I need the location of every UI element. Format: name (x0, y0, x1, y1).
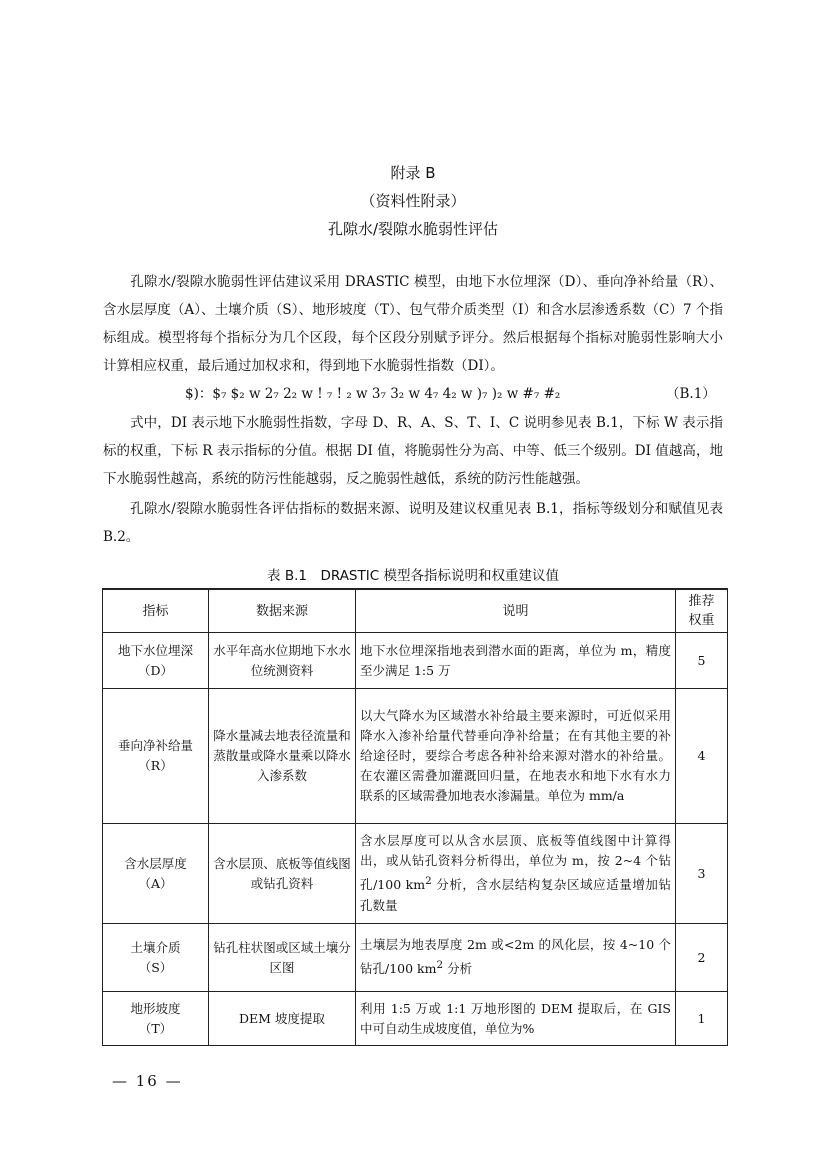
indicator-name: 地形坡度 (130, 1000, 181, 1016)
indicator-code: （S） (138, 959, 173, 975)
description-cell: 以大气降水为区域潜水补给最主要来源时，可近似采用降水入渗补给量代替垂向净补给量；在有其他主要的补给途径时，要综合考虑各种补给来源对潜水的补给量。在农灌区需叠加灌溉回归量，在地表水和地下水有水力联系的区域需叠加地表水渗漏量。单位为 mm/a (356, 689, 676, 824)
header-indicator: 指标 (103, 589, 209, 633)
formula-explanation-text: 式中，DI 表示地下水脆弱性指数，字母 D、R、A、S、T、I、C 说明参见表 B.1，下标 W 表示指标的权重，下标 R 表示指标的分值。根据 DI 值，将脆弱性分为高、中等、低三个级别。DI 值越高，地下水脆弱性越高，系统的防污性能越弱，反之脆弱性越低，系统的防污性能越强。 (103, 415, 723, 487)
header-description: 说明 (356, 589, 676, 633)
description-tail: 分析 (443, 961, 473, 977)
indicator-name: 地下水位埋深 (117, 642, 193, 658)
header-weight (676, 589, 728, 633)
drastic-table (102, 588, 728, 1046)
table-caption: 表 B.1 DRASTIC 模型各指标说明和权重建议值 (267, 568, 559, 584)
weight-cell: 3 (676, 824, 728, 924)
table-reference-paragraph (103, 495, 723, 551)
table-row (103, 633, 728, 689)
indicator-name: 土壤介质 (130, 939, 181, 955)
header-weight-line1: 推荐 (688, 594, 715, 609)
header-source: 数据来源 (209, 589, 356, 633)
intro-paragraph-text: 孔隙水/裂隙水脆弱性评估建议采用 DRASTIC 模型，由地下水位埋深（D）、垂向净补给量（R）、含水层厚度（A）、土壤介质（S）、地形坡度（T）、包气带介质类型（I）和含水层渗透系数（C）7 个指标组成。模型将每个指标分为几个区段，每个区段分别赋予评分。然后根据每个指标对脆弱性影响大小计算相应权重，最后通过加权求和，得到地下水脆弱性指数（DI）。 (103, 274, 723, 374)
source-cell: 含水层顶、底板等值线图或钻孔资料 (209, 824, 356, 924)
indicator-code: （A） (138, 875, 173, 891)
description-text: 土壤层为地表厚度 2m 或<2m 的风化层，按 4~10 个钻孔/100 km (360, 937, 671, 977)
weight-cell: 5 (676, 633, 728, 689)
formula-number: （B.1） (666, 386, 716, 402)
source-cell: 水平年高水位期地下水水位统测资料 (209, 633, 356, 689)
indicator-cell (103, 824, 209, 924)
table-row (103, 924, 728, 992)
formula: $)：$₇ $₂ w 2₇ 2₂ w ! ₇ ! ₂ w 3₇ 3₂ w 4₇ 4₂ w )₇ )₂ w #₇ #₂ (185, 386, 561, 402)
description-cell (356, 824, 676, 924)
appendix-main-title: 孔隙水/裂隙水脆弱性评估 (327, 220, 499, 238)
indicator-code: （T） (138, 1020, 173, 1036)
appendix-subtitle: （资料性附录） (360, 192, 466, 210)
indicator-code: （D） (137, 662, 174, 678)
superscript: 2 (436, 959, 444, 972)
indicator-cell (103, 992, 209, 1046)
table-row (103, 992, 728, 1046)
description-tail: 分析，含水层结构复杂区域应适量增加钻孔数量 (360, 877, 671, 913)
source-cell: 钻孔柱状图或区域土壤分区图 (209, 924, 356, 992)
appendix-title: 附录 B (390, 164, 436, 182)
page-number: — 16 — (112, 1072, 183, 1090)
description-cell: 利用 1:5 万或 1:1 万地形图的 DEM 提取后，在 GIS 中可自动生成坡度值，单位为% (356, 992, 676, 1046)
indicator-name: 垂向净补给量 (117, 738, 193, 753)
formula-explanation-paragraph (103, 409, 723, 493)
weight-cell: 4 (676, 689, 728, 824)
intro-paragraph (103, 268, 723, 380)
table-row (103, 824, 728, 924)
table-reference-text: 孔隙水/裂隙水脆弱性各评估指标的数据来源、说明及建议权重见表 B.1，指标等级划分和赋值见表 B.2。 (103, 501, 723, 545)
table-header-row (103, 589, 728, 633)
source-cell: DEM 坡度提取 (209, 992, 356, 1046)
indicator-name: 含水层厚度 (124, 855, 187, 871)
header-weight-line2: 权重 (688, 613, 715, 628)
description-cell (356, 924, 676, 992)
superscript: 2 (425, 875, 432, 888)
indicator-code: （R） (138, 758, 173, 773)
weight-cell: 1 (676, 992, 728, 1046)
weight-cell: 2 (676, 924, 728, 992)
description-cell: 地下水位埋深指地表到潜水面的距离，单位为 m，精度至少满足 1:5 万 (356, 633, 676, 689)
table-row (103, 689, 728, 824)
indicator-cell (103, 689, 209, 824)
indicator-cell (103, 924, 209, 992)
source-cell: 降水量减去地表径流量和蒸散量或降水量乘以降水入渗系数 (209, 689, 356, 824)
description-text: 含水层厚度可以从含水层顶、底板等值线图中计算得出，或从钻孔资料分析得出，单位为 m，按 2~4 个钻孔/100 km (360, 833, 671, 893)
indicator-cell (103, 633, 209, 689)
